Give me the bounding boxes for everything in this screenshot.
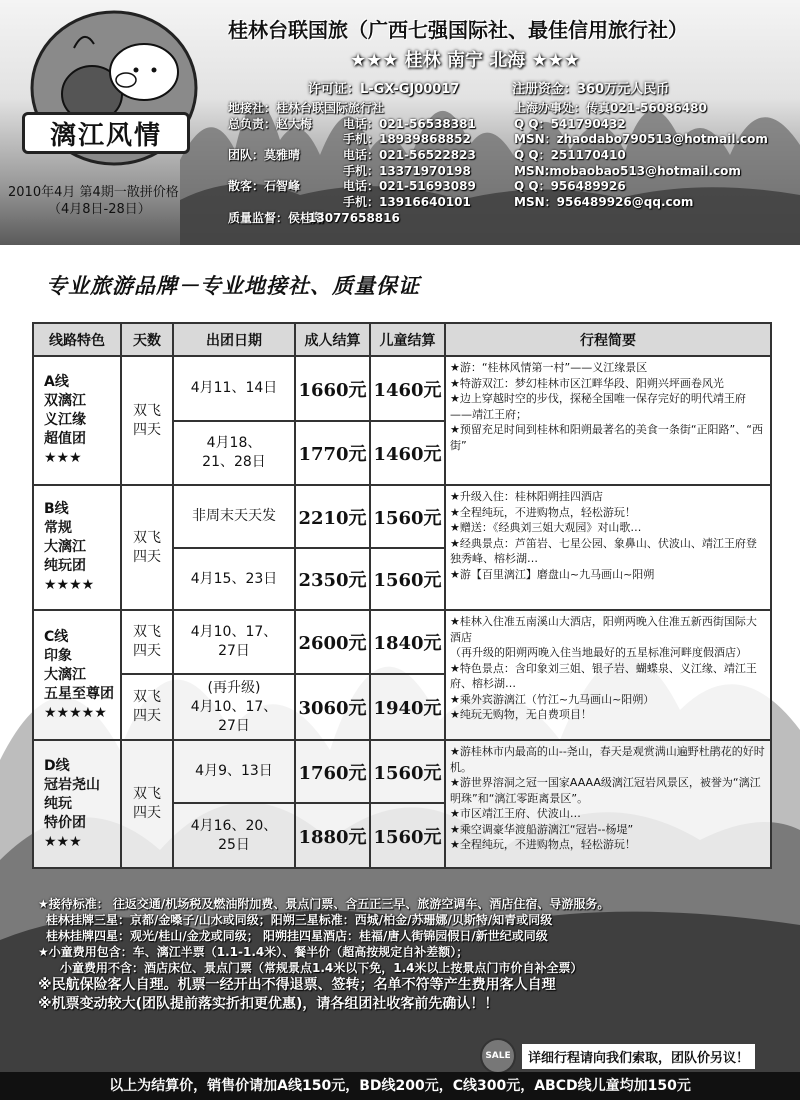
route-d-child-2: 1560元 [370, 803, 445, 868]
left-contacts [228, 101, 488, 227]
route-c-name: C线 印象 大漓江 五星至尊团 ★★★★★ [33, 610, 121, 740]
office-msn: MSN：zhaodabo790513@hotmail.com [514, 132, 768, 147]
reception-standard: ★接待标准： 往返交通/机场税及燃油附加费、景点门票、含五正三早、旅游空调车、酒店住宿、导游服务。 [38, 897, 610, 911]
col-header-adult: 成人结算 [295, 323, 370, 356]
route-c-child-1: 1840元 [370, 610, 445, 674]
route-c-child-2: 1940元 [370, 674, 445, 740]
route-a-adult-1: 1660元 [295, 356, 370, 421]
office-msn: MSN：956489926@qq.com [514, 195, 694, 210]
route-d-adult-2: 1880元 [295, 803, 370, 868]
contact-row: 地接社：桂林台联国际旅行社 [228, 101, 385, 115]
col-header-child: 儿童结算 [370, 323, 445, 356]
office-qq: Q Q：541790432 [514, 116, 626, 131]
issue-info [8, 184, 179, 218]
col-header-route: 线路特色 [33, 323, 121, 356]
route-b-adult-2: 2350元 [295, 548, 370, 610]
insurance-note: ※民航保险客人自理。机票一经开出不得退票、签转；名单不符等产生费用客人自理 [38, 977, 556, 993]
contact-row: 手机：18939868852 [343, 132, 471, 147]
contact-row: 总负责：赵大梅 电话：021-56538381 [228, 116, 476, 131]
header-banner [0, 0, 800, 245]
issue-dates: （4月8日-28日） [48, 202, 151, 217]
footer-pricing-note: 以上为结算价，销售价请加A线150元，BD线200元，C线300元，ABCD线儿童均加150元 [0, 1072, 800, 1100]
contact-row: 手机：13916640101 [343, 195, 471, 210]
route-d-itinerary: ★游桂林市内最高的山--尧山，春天是观赏满山遍野杜鹃花的好时机。 ★游世界溶洞之冠一国家AAAA级漓江冠岩风景区，被誉为“漓江明珠”和“漓江零距离景区”。 ★市区靖江王府、伏波山… ★乘空调豪华渡船游漓江“冠岩--杨堤” ★全程纯玩，不进购物点，轻松游玩！ [445, 740, 771, 868]
route-a-date-2: 4月18、 21、28日 [173, 421, 295, 485]
route-a-days: 双飞 四天 [121, 356, 173, 485]
notes-section [38, 896, 609, 1014]
right-contacts [514, 101, 794, 211]
table-row [33, 610, 771, 674]
route-a-child-2: 1460元 [370, 421, 445, 485]
route-b-date-1: 非周末天天发 [173, 485, 295, 548]
child-fee-include: ★小童费用包含：车、漓江半票（1.1-1.4米）、餐半价（超高按规定自补差额）； [38, 945, 469, 959]
route-d-adult-1: 1760元 [295, 740, 370, 803]
cities-line: ★★★ 桂林 南宁 北海 ★★★ [350, 50, 580, 71]
table-row [33, 485, 771, 548]
route-d-days: 双飞 四天 [121, 740, 173, 868]
table-header-row [33, 323, 771, 356]
route-a-itinerary: ★游：“桂林风情第一村”——义江缘景区 ★特游双江：梦幻桂林市区江畔华段、阳朔兴坪画卷风光 ★边上穿越时空的步伐，探秘全国唯一保存完好的明代靖王府——靖江王府； ★预留充足时间到桂林和阳朔最著名的美食一条街“正阳路”、“西街” [445, 356, 771, 485]
slogan: 专业旅游品牌－专业地接社、质量保证 [46, 273, 420, 298]
route-c-adult-2: 3060元 [295, 674, 370, 740]
route-d-name: D线 冠岩尧山 纯玩 特价团 ★★★ [33, 740, 121, 868]
sale-text: 详细行程请向我们索取，团队价另议！ [522, 1044, 755, 1069]
col-header-date: 出团日期 [173, 323, 295, 356]
company-name: 桂林台联国旅（广西七强国际社、最佳信用旅行社） [228, 18, 688, 42]
route-c-date-1: 4月10、17、 27日 [173, 610, 295, 674]
route-b-child-1: 1560元 [370, 485, 445, 548]
license-number: 许可证：L-GX-GJ00017 [308, 82, 460, 97]
route-d-date-2: 4月16、20、 25日 [173, 803, 295, 868]
route-c-days-2: 双飞 四天 [121, 674, 173, 740]
route-a-name: A线 双漓江 义江缘 超值团 ★★★ [33, 356, 121, 485]
col-header-itinerary: 行程简要 [445, 323, 771, 356]
route-d-child-1: 1560元 [370, 740, 445, 803]
route-a-date-1: 4月11、14日 [173, 356, 295, 421]
office-msn: MSN:mobaobao513@hotmail.com [514, 163, 741, 178]
child-fee-exclude: 小童费用不含：酒店床位、景点门票（常规景点1.4米以下免，1.4米以上按景点门市价自补全票） [60, 961, 583, 975]
route-b-name: B线 常规 大漓江 纯玩团 ★★★★ [33, 485, 121, 610]
logo-text: 漓江风情 [22, 112, 190, 154]
contact-row: 手机：13371970198 [343, 163, 471, 178]
contact-row: 质量监督：侯桂翔 13077658816 [228, 210, 400, 225]
issue-title: 2010年4月 第4期一散拼价格 [8, 185, 179, 200]
ticket-change-note: ※机票变动较大(团队提前落实折扣更优惠)，请各组团社收客前先确认！！ [38, 996, 499, 1012]
three-star-hotels: 桂林挂牌三星：京都/金嗓子/山水或同级；阳朔三星标准：西城/柏金/苏珊娜/贝斯特/知青或同级 [46, 913, 553, 927]
sale-badge-icon: SALE [480, 1038, 516, 1074]
route-d-date-1: 4月9、13日 [173, 740, 295, 803]
sale-notice [480, 1042, 755, 1070]
route-b-itinerary: ★升级入住：桂林阳朔挂四酒店 ★全程纯玩，不进购物点，轻松游玩！ ★赠送：《经典刘三姐大观园》对山歌… ★经典景点：芦笛岩、七星公园、象鼻山、伏波山、靖江王府登独秀峰、榕杉湖… ★游【百里漓江】磨盘山~九马画山~阳朔 [445, 485, 771, 610]
office-fax: 上海办事处：传真021-56086480 [514, 101, 707, 115]
contact-row: 团队：莫雅晴 电话：021-56522823 [228, 148, 476, 163]
table-row [33, 740, 771, 803]
table-row [33, 356, 771, 421]
route-c-days-1: 双飞 四天 [121, 610, 173, 674]
office-qq: Q Q：251170410 [514, 148, 626, 163]
contact-row: 散客：石智峰 电话：021-51693089 [228, 179, 476, 194]
col-header-days: 天数 [121, 323, 173, 356]
route-c-itinerary: ★桂林入住准五南溪山大酒店，阳朔两晚入住准五新西街国际大酒店 （再升级的阳朔两晚入住当地最好的五星标准河畔度假酒店） ★特色景点：含印象刘三姐、银子岩、蝴蝶泉、义江缘、靖江王府、榕杉湖… ★乘外宾游漓江（竹江~九马画山~阳朔） ★纯玩无购物，无自费项目！ [445, 610, 771, 740]
registered-capital: 注册资金：360万元人民币 [512, 82, 670, 97]
route-a-child-1: 1460元 [370, 356, 445, 421]
route-b-child-2: 1560元 [370, 548, 445, 610]
price-table [32, 322, 772, 869]
route-c-adult-1: 2600元 [295, 610, 370, 674]
route-a-adult-2: 1770元 [295, 421, 370, 485]
route-b-adult-1: 2210元 [295, 485, 370, 548]
route-b-days: 双飞 四天 [121, 485, 173, 610]
route-c-date-2: (再升级) 4月10、17、 27日 [173, 674, 295, 740]
route-b-date-2: 4月15、23日 [173, 548, 295, 610]
office-qq: Q Q：956489926 [514, 179, 626, 194]
four-star-hotels: 桂林挂牌四星：观光/桂山/金龙或同级； 阳朔挂四星酒店：桂福/唐人街锦园假日/新世纪或同级 [46, 929, 548, 943]
